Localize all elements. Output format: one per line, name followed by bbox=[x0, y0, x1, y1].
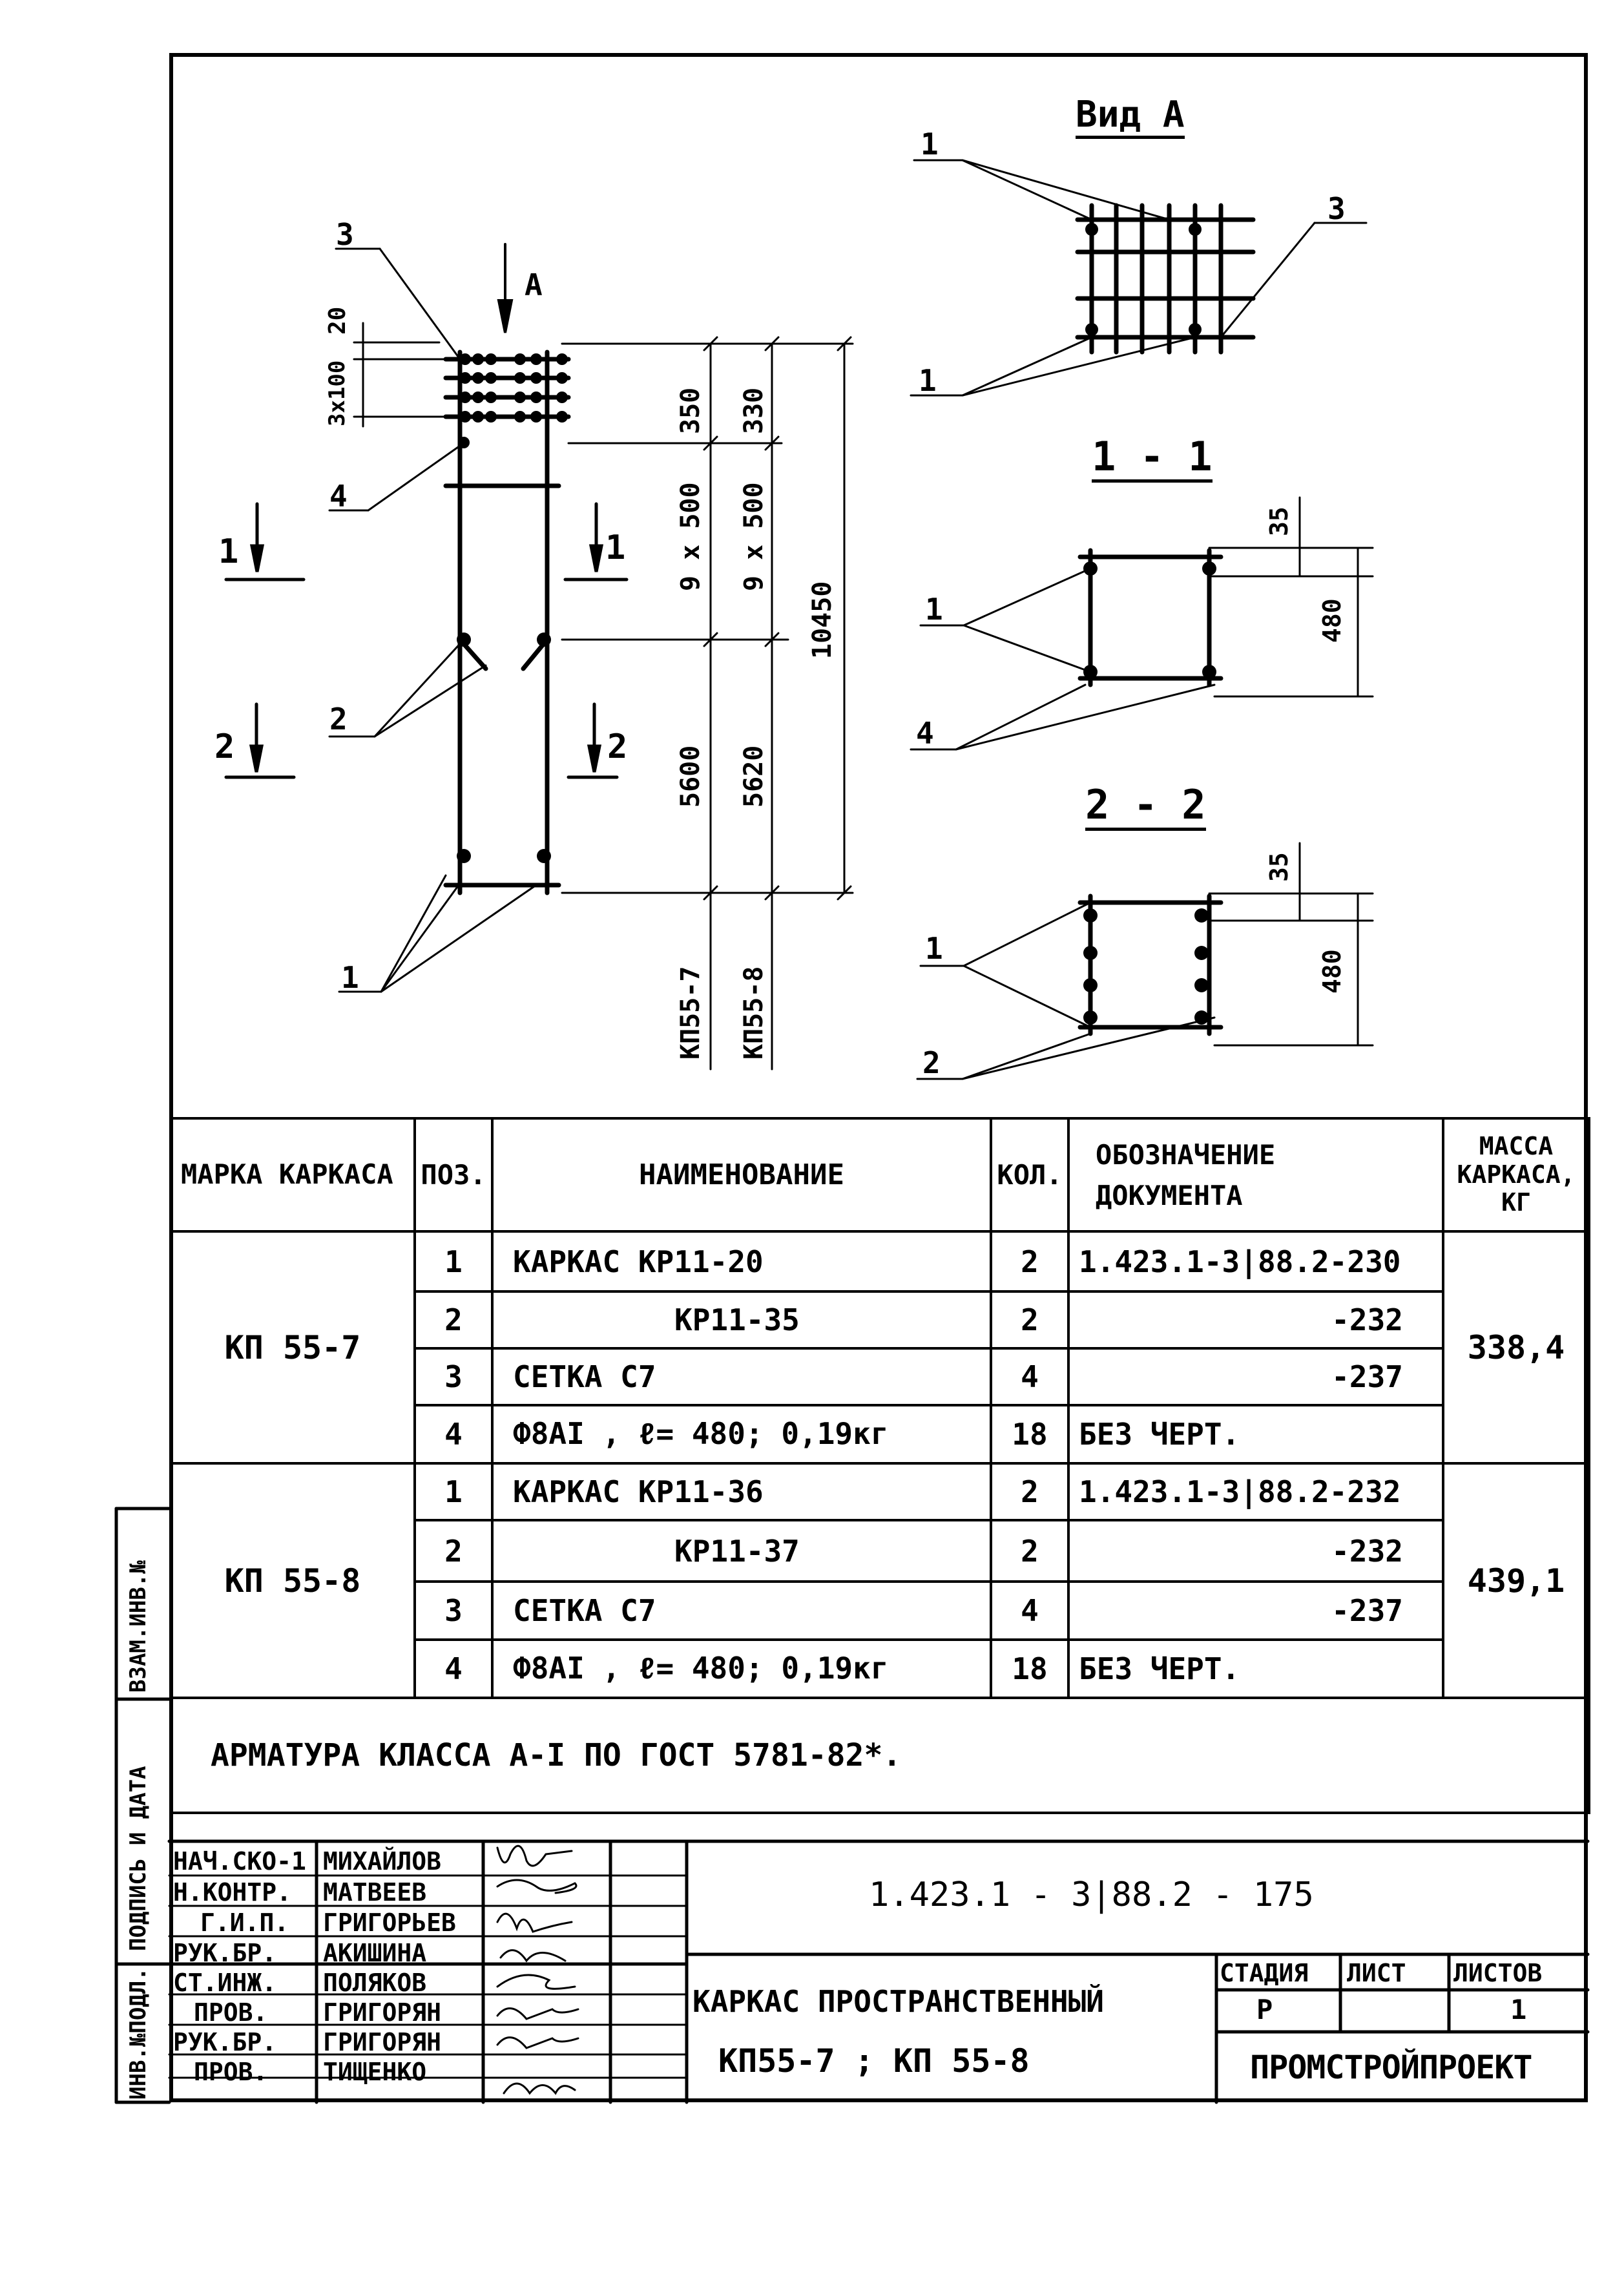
role-label: Н.КОНТР. bbox=[173, 1878, 292, 1907]
dim-330: 330 bbox=[739, 387, 769, 434]
row-name: СЕТКА С7 bbox=[492, 1582, 991, 1640]
elevation-right-dims bbox=[562, 337, 853, 1069]
dim-label-kp55-7: КП55-7 bbox=[676, 966, 705, 1060]
section-2-2-dim-480: 480 bbox=[1318, 949, 1346, 994]
leader-label-2: 2 bbox=[329, 702, 348, 737]
row-pos: 3 bbox=[415, 1582, 492, 1640]
stamp-sign-label: ПОДПИСЬ И ДАТА bbox=[125, 1766, 151, 1951]
row-qty: 18 bbox=[991, 1405, 1068, 1463]
dim-9x500-b: 9 x 500 bbox=[739, 482, 769, 591]
person-name: ГРИГОРЬЕВ bbox=[323, 1908, 456, 1937]
group-mass: 439,1 bbox=[1443, 1463, 1589, 1698]
role-label: ПРОВ. bbox=[194, 2058, 268, 2086]
header-pos: ПОЗ. bbox=[415, 1118, 492, 1231]
view-a-leader-1-bottom: 1 bbox=[919, 363, 937, 398]
dim-9x500-a: 9 x 500 bbox=[676, 482, 705, 591]
view-a-arrow bbox=[499, 244, 512, 333]
section-1-1-dim-480: 480 bbox=[1318, 598, 1346, 643]
view-a-title: Вид А bbox=[1076, 97, 1185, 139]
row-doc: 1.423.1-3|88.2-232 bbox=[1068, 1463, 1443, 1520]
view-arrow-label: А bbox=[525, 267, 543, 302]
row-pos: 4 bbox=[415, 1640, 492, 1698]
section-2-right-label: 2 bbox=[607, 727, 628, 766]
person-name: ПОЛЯКОВ bbox=[323, 1969, 427, 1997]
role-label: СТ.ИНЖ. bbox=[173, 1969, 277, 1997]
section-1-left-label: 1 bbox=[218, 532, 239, 571]
row-name: КАРКАС КР11-20 bbox=[492, 1231, 991, 1291]
row-name: СЕТКА С7 bbox=[492, 1348, 991, 1405]
table-row bbox=[171, 1463, 1589, 1520]
section-2-2-dim-35: 35 bbox=[1265, 852, 1293, 882]
dim-5600: 5600 bbox=[676, 745, 705, 808]
document-designation: 1.423.1 - 3|88.2 - 175 bbox=[869, 1876, 1314, 1914]
organization-name: ПРОМСТРОЙПРОЕКТ bbox=[1250, 2049, 1532, 2086]
table-row bbox=[171, 1231, 1589, 1291]
header-mark: МАРКА КАРКАСА bbox=[171, 1118, 415, 1231]
row-pos: 1 bbox=[415, 1463, 492, 1520]
row-name: Ф8АI , ℓ= 480; 0,19кг bbox=[492, 1640, 991, 1698]
person-name: МИХАЙЛОВ bbox=[323, 1847, 442, 1876]
person-name: ГРИГОРЯН bbox=[323, 2028, 442, 2056]
row-doc: БЕЗ ЧЕРТ. bbox=[1068, 1405, 1443, 1463]
row-pos: 3 bbox=[415, 1348, 492, 1405]
row-qty: 2 bbox=[991, 1291, 1068, 1348]
section-1-1-title: 1 - 1 bbox=[1092, 437, 1213, 483]
section-2-2-leader-1: 1 bbox=[925, 931, 943, 966]
title-line-1: КАРКАС ПРОСТРАНСТВЕННЫЙ bbox=[692, 1984, 1104, 2019]
row-qty: 4 bbox=[991, 1348, 1068, 1405]
person-name: ТИЩЕНКО bbox=[323, 2058, 427, 2086]
row-qty: 2 bbox=[991, 1520, 1068, 1582]
person-name: МАТВЕЕВ bbox=[323, 1878, 427, 1907]
role-label: ПРОВ. bbox=[194, 1998, 268, 2027]
role-label: РУК.БР. bbox=[173, 1939, 277, 1967]
row-pos: 2 bbox=[415, 1520, 492, 1582]
row-pos: 4 bbox=[415, 1405, 492, 1463]
row-name: КР11-35 bbox=[492, 1291, 991, 1348]
elevation-left-dims bbox=[354, 323, 446, 426]
dim-3x100: 3x100 bbox=[324, 360, 350, 426]
row-name: Ф8АI , ℓ= 480; 0,19кг bbox=[492, 1405, 991, 1463]
row-doc: -232 bbox=[1068, 1520, 1443, 1582]
row-name: КР11-37 bbox=[492, 1520, 991, 1582]
row-pos: 1 bbox=[415, 1231, 492, 1291]
header-mass: МАССА КАРКАСА, КГ bbox=[1443, 1118, 1589, 1231]
person-name: ГРИГОРЯН bbox=[323, 1998, 442, 2027]
dim-5620: 5620 bbox=[739, 745, 769, 808]
header-name: НАИМЕНОВАНИЕ bbox=[492, 1118, 991, 1231]
role-label: НАЧ.СКО-1 bbox=[173, 1847, 306, 1876]
leader-label-4: 4 bbox=[329, 479, 348, 514]
row-qty: 18 bbox=[991, 1640, 1068, 1698]
dim-top-20: 20 bbox=[324, 306, 351, 335]
sheet-header: ЛИСТ bbox=[1347, 1959, 1406, 1987]
row-doc: БЕЗ ЧЕРТ. bbox=[1068, 1640, 1443, 1698]
role-label: Г.И.П. bbox=[200, 1908, 289, 1937]
section-2-2-leader-2: 2 bbox=[922, 1045, 941, 1080]
elevation-view bbox=[446, 352, 568, 893]
section-1-1-leader-4: 4 bbox=[916, 716, 934, 751]
sheets-header: ЛИСТОВ bbox=[1453, 1959, 1543, 1987]
stamp-inv-label: ИНВ.№ПОДЛ. bbox=[125, 1967, 151, 2100]
view-a-leader-3: 3 bbox=[1327, 191, 1346, 226]
person-name: АКИШИНА bbox=[323, 1939, 427, 1967]
row-doc: -232 bbox=[1068, 1291, 1443, 1348]
row-doc: -237 bbox=[1068, 1582, 1443, 1640]
section-2-2-dots bbox=[1083, 908, 1209, 1025]
section-2-2-leaders bbox=[917, 843, 1373, 1079]
view-a-leader-1-top: 1 bbox=[921, 127, 939, 162]
group-mark: КП 55-8 bbox=[171, 1463, 415, 1698]
section-1-1-dots bbox=[1083, 561, 1216, 679]
row-doc: -237 bbox=[1068, 1348, 1443, 1405]
section-1-1-dim-35: 35 bbox=[1265, 507, 1293, 536]
dim-350: 350 bbox=[676, 387, 705, 434]
view-a-leaders bbox=[911, 160, 1366, 398]
stage-header: СТАДИЯ bbox=[1220, 1959, 1309, 1987]
header-doc: ОБОЗНАЧЕНИЕ ДОКУМЕНТА bbox=[1068, 1118, 1443, 1231]
row-qty: 2 bbox=[991, 1463, 1068, 1520]
spec-note-row bbox=[171, 1698, 1589, 1813]
group-mark: КП 55-7 bbox=[171, 1231, 415, 1463]
row-qty: 2 bbox=[991, 1231, 1068, 1291]
title-line-2: КП55-7 ; КП 55-8 bbox=[718, 2042, 1030, 2080]
row-pos: 2 bbox=[415, 1291, 492, 1348]
section-2-left-label: 2 bbox=[214, 727, 235, 766]
role-label: РУК.БР. bbox=[173, 2028, 277, 2056]
leader-label-3: 3 bbox=[336, 217, 354, 252]
section-1-right-label: 1 bbox=[605, 528, 626, 567]
section-1-1-leader-1: 1 bbox=[925, 592, 943, 627]
dim-label-kp55-8: КП55-8 bbox=[739, 966, 769, 1060]
section-1-1-leaders bbox=[911, 497, 1373, 749]
header-qty: КОЛ. bbox=[991, 1118, 1068, 1231]
section-1-1-drawing bbox=[1080, 550, 1221, 685]
row-qty: 4 bbox=[991, 1582, 1068, 1640]
row-doc: 1.423.1-3|88.2-230 bbox=[1068, 1231, 1443, 1291]
section-2-2-title: 2 - 2 bbox=[1085, 785, 1206, 831]
signatures bbox=[497, 1846, 578, 2093]
elevation-dots bbox=[457, 353, 568, 863]
group-mass: 338,4 bbox=[1443, 1231, 1589, 1463]
sheets-value: 1 bbox=[1510, 1994, 1527, 2025]
dim-10450: 10450 bbox=[807, 581, 837, 659]
spec-header-row bbox=[171, 1118, 1589, 1231]
spec-note: АРМАТУРА КЛАССА А-I ПО ГОСТ 5781-82*. bbox=[171, 1698, 1589, 1813]
row-name: КАРКАС КР11-36 bbox=[492, 1463, 991, 1520]
specification-table bbox=[169, 1117, 1590, 1814]
stamp-inv-replace-label: ВЗАМ.ИНВ.№ bbox=[125, 1560, 151, 1693]
leader-label-1: 1 bbox=[341, 960, 359, 995]
stage-value: Р bbox=[1256, 1994, 1273, 2025]
